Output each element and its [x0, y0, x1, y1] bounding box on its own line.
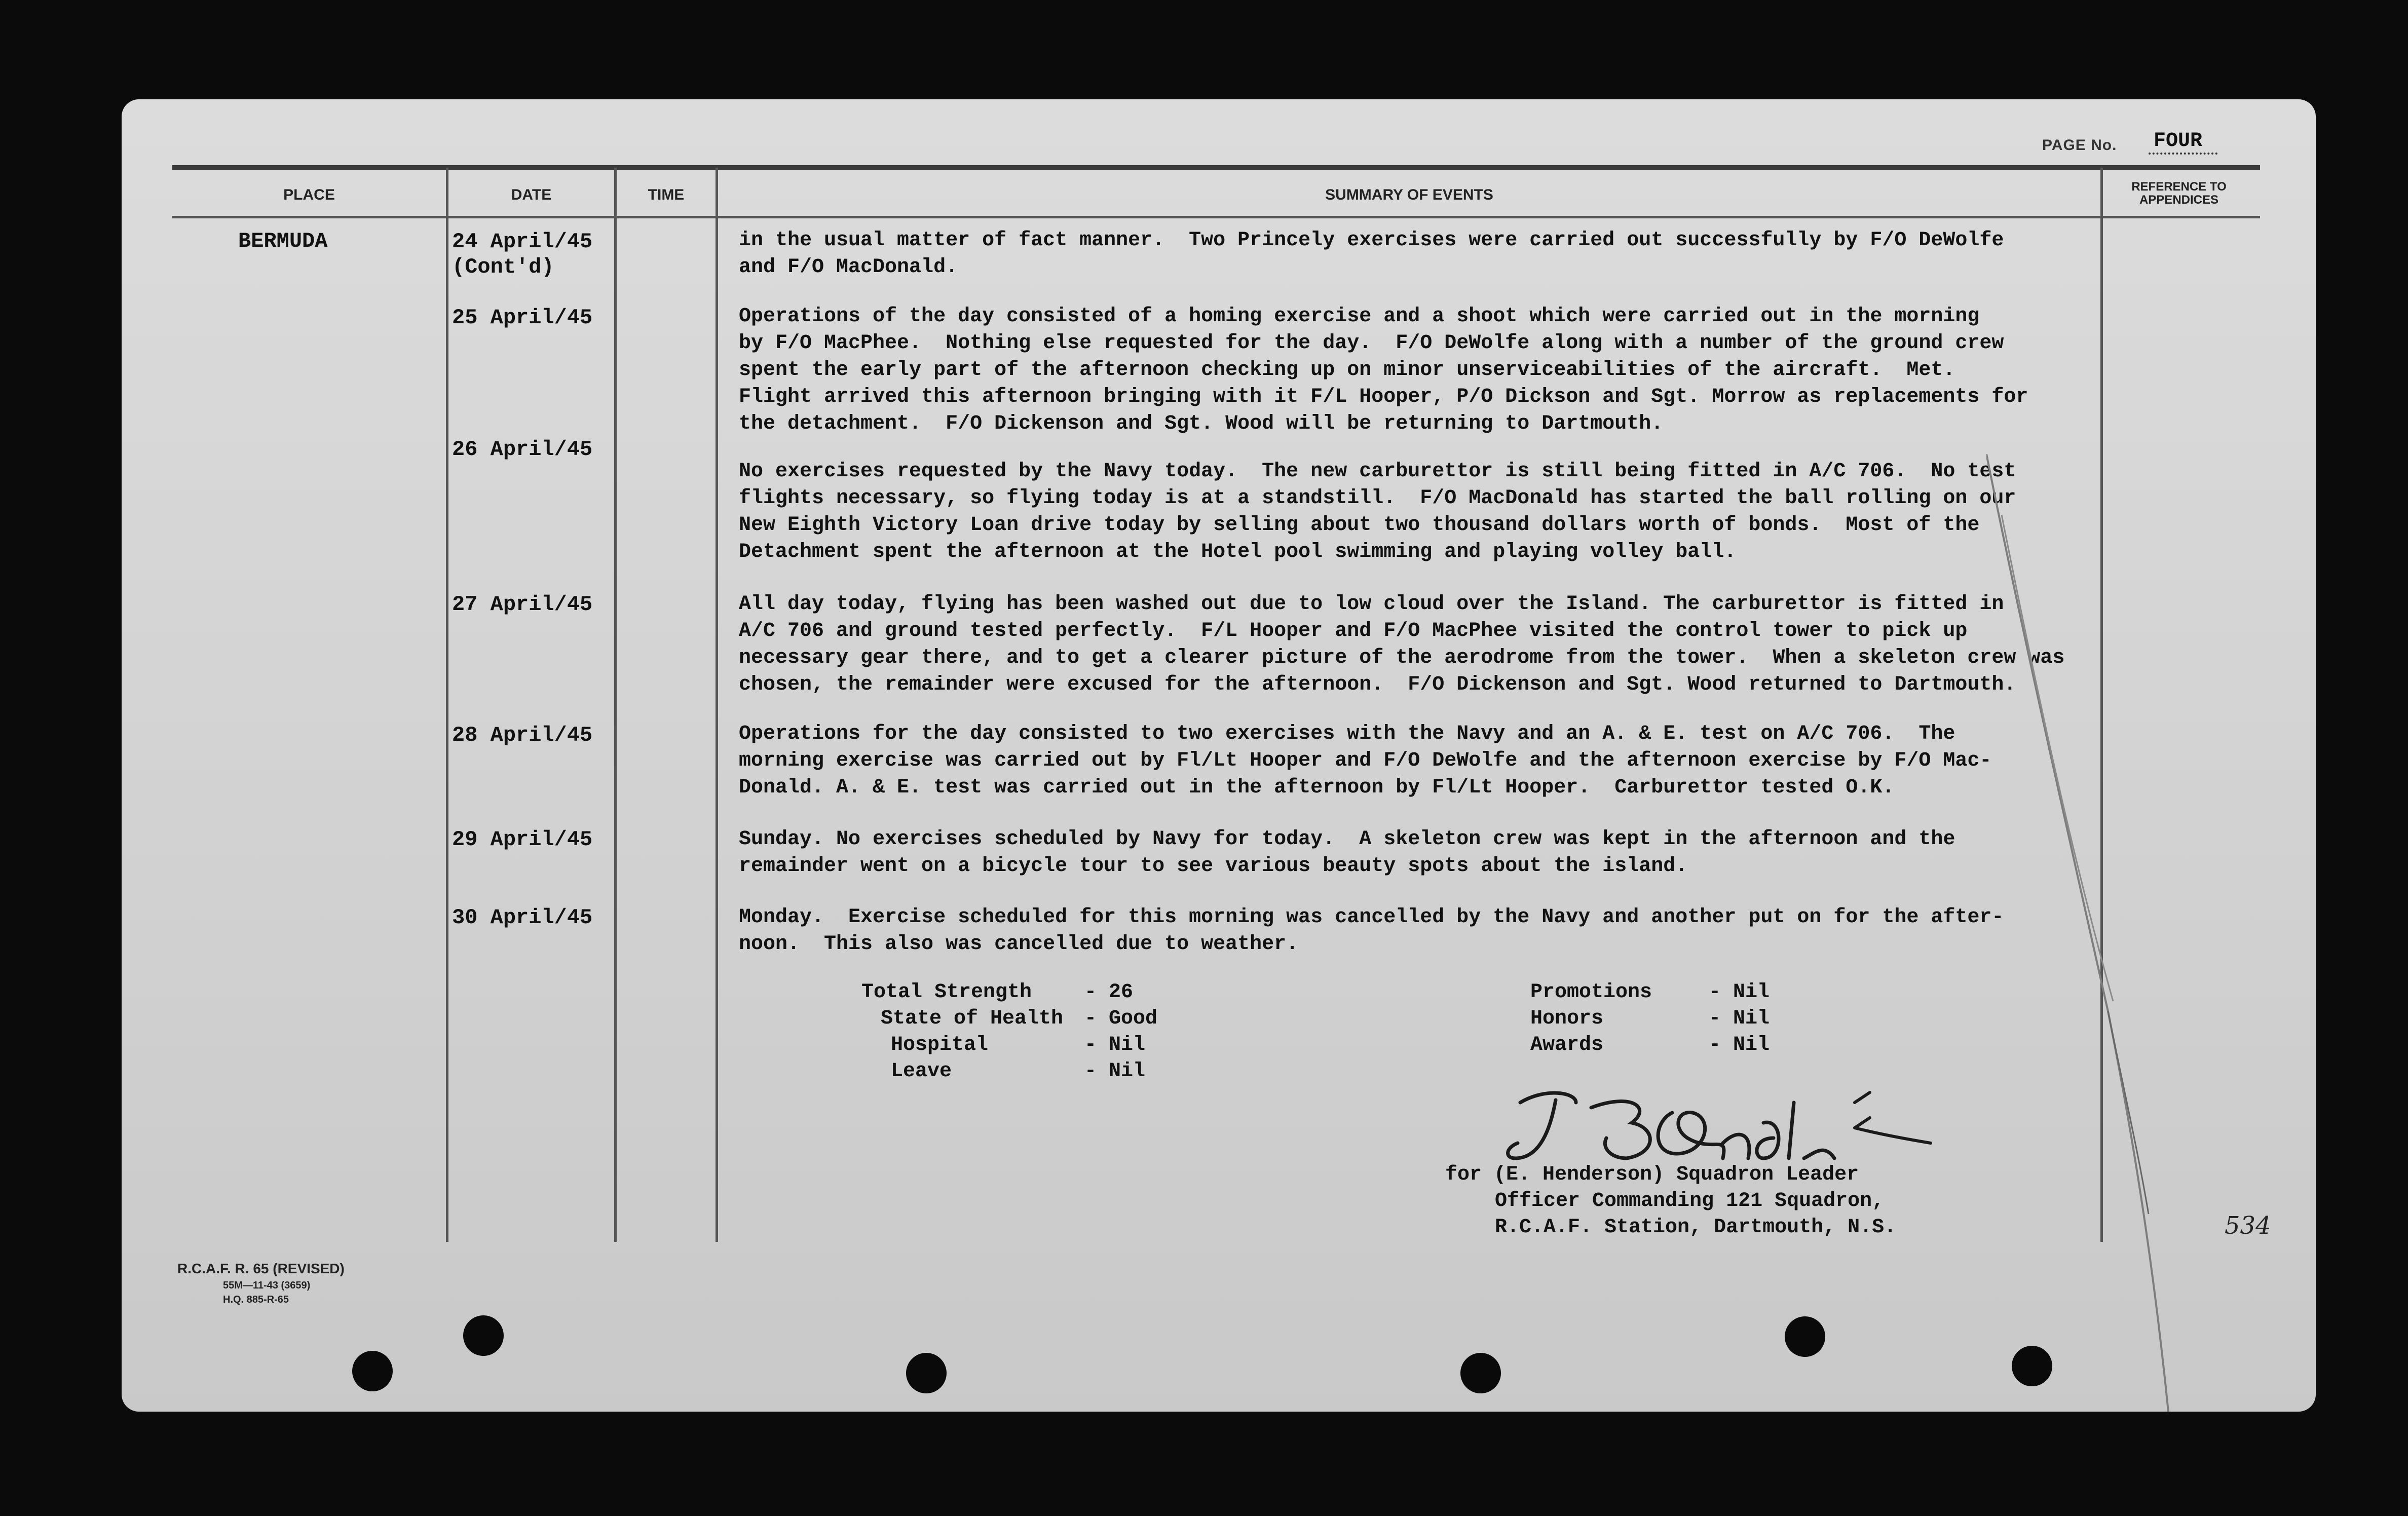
stat-value: - Nil: [1709, 1034, 1770, 1056]
binder-hole: [1785, 1316, 1825, 1357]
stat-value: - Nil: [1709, 1007, 1770, 1030]
column-divider-date: [614, 168, 617, 1242]
entry-date: 24 April/45 (Cont'd): [452, 230, 593, 279]
place-entry: BERMUDA: [238, 229, 328, 253]
stat-value: - 26: [1084, 981, 1134, 1004]
signatory-title: Officer Commanding 121 Squadron,: [1495, 1190, 1885, 1212]
form-reference: R.C.A.F. R. 65 (REVISED): [177, 1261, 345, 1276]
stat-label: Leave: [891, 1060, 952, 1083]
stat-value: - Nil: [1709, 981, 1770, 1004]
stat-label: Total Strength: [861, 981, 1032, 1004]
binder-hole: [906, 1353, 947, 1393]
column-header-summary: SUMMARY OF EVENTS: [1325, 186, 1493, 203]
entry-date: 25 April/45: [452, 306, 593, 330]
column-header-time: TIME: [648, 186, 685, 203]
signatory-line: for (E. Henderson) Squadron Leader: [1445, 1163, 1859, 1186]
page-number-value: FOUR: [2149, 130, 2217, 155]
top-rule: [172, 165, 2260, 170]
entry-summary: All day today, flying has been washed out due to low cloud over the Island. The carburettor is fitted in A/C 706 and ground tested perfectly. F/L Hooper and F/O MacPhee visited the control tower to pick up necessary gear there, and to get a clearer picture of the aerodrome from the tower. When a skeleton crew was chosen, the remainder were excused for the afternoon. F/O Dickenson and Sgt. Wood returned to Dartmouth.: [739, 593, 2065, 696]
page-number-label: PAGE No.: [2042, 137, 2117, 154]
entry-summary: Operations of the day consisted of a homing exercise and a shoot which were carried out in the morning by F/O MacPhee. Nothing else requested for the day. F/O DeWolfe along with a number of the ground crew spent the early part of the afternoon checking up on minor unserviceabilities of the aircraft. Met. Flight arrived this afternoon bringing with it F/L Hooper, P/O Dickson and Sgt. Morrow as replacements for the detachment. F/O Dickenson and Sgt. Wood will be returning to Dartmouth.: [739, 305, 2028, 435]
entry-date: 27 April/45: [452, 592, 593, 617]
form-reference-hq: H.Q. 885-R-65: [223, 1294, 289, 1305]
binder-hole: [463, 1315, 504, 1356]
entry-summary: Monday. Exercise scheduled for this morning was cancelled by the Navy and another put on for the after- noon. This also was cancelled due to weather.: [739, 906, 2004, 956]
entry-summary: Operations for the day consisted to two exercises with the Navy and an A. & E. test on A/C 706. The morning exercise was carried out by Fl/Lt Hooper and F/O DeWolfe and the afternoon exercise by F/O Mac- Donald. A. & E. test was carried out in the afternoon by Fl/Lt Hooper. Carburettor tested O.K.: [739, 723, 1992, 799]
stat-value: - Nil: [1084, 1034, 1146, 1056]
column-divider-place: [446, 168, 448, 1242]
entry-date: 30 April/45: [452, 905, 593, 930]
stat-label: Awards: [1530, 1034, 1604, 1056]
entry-summary: Sunday. No exercises scheduled by Navy for today. A skeleton crew was kept in the afternoon and the remainder went on a bicycle tour to see various beauty spots about the island.: [739, 828, 1955, 878]
binder-hole: [352, 1351, 393, 1391]
entry-date: 26 April/45: [452, 437, 593, 462]
stat-label: Hospital: [891, 1034, 989, 1056]
stat-value: - Good: [1084, 1007, 1158, 1030]
column-header-appendices: REFERENCE TO APPENDICES: [2131, 180, 2227, 207]
entry-date: 28 April/45: [452, 723, 593, 747]
entry-summary: in the usual matter of fact manner. Two Princely exercises were carried out successfully by F/O DeWolfe and F/O MacDonald.: [739, 229, 2004, 279]
folio-mark: 534: [2225, 1211, 2271, 1240]
column-header-place: PLACE: [283, 186, 335, 203]
entry-date: 29 April/45: [452, 827, 593, 852]
stat-value: - Nil: [1084, 1060, 1146, 1083]
signatory-station: R.C.A.F. Station, Dartmouth, N.S.: [1495, 1216, 1897, 1239]
entry-summary: No exercises requested by the Navy today. The new carburettor is still being fitted in A/C 706. No test flights necessary, so flying today is at a standstill. F/O MacDonald has started the ball rolling on our New Eighth Victory Loan drive today by selling about two thousand dollars worth of bonds. Most of the Detachment spent the afternoon at the Hotel pool swimming and playing volley ball.: [739, 460, 2016, 563]
paper-crack-mark: [1986, 454, 2270, 1412]
stat-label: Honors: [1530, 1007, 1604, 1030]
column-header-date: DATE: [511, 186, 552, 203]
stat-label: Promotions: [1530, 981, 1652, 1004]
binder-hole: [2012, 1346, 2052, 1386]
form-reference-stock: 55M—11-43 (3659): [223, 1280, 311, 1291]
binder-hole: [1460, 1353, 1501, 1393]
column-divider-time: [716, 168, 718, 1242]
stat-label: State of Health: [881, 1007, 1064, 1030]
diary-page: [122, 99, 2316, 1412]
header-rule: [172, 216, 2260, 218]
